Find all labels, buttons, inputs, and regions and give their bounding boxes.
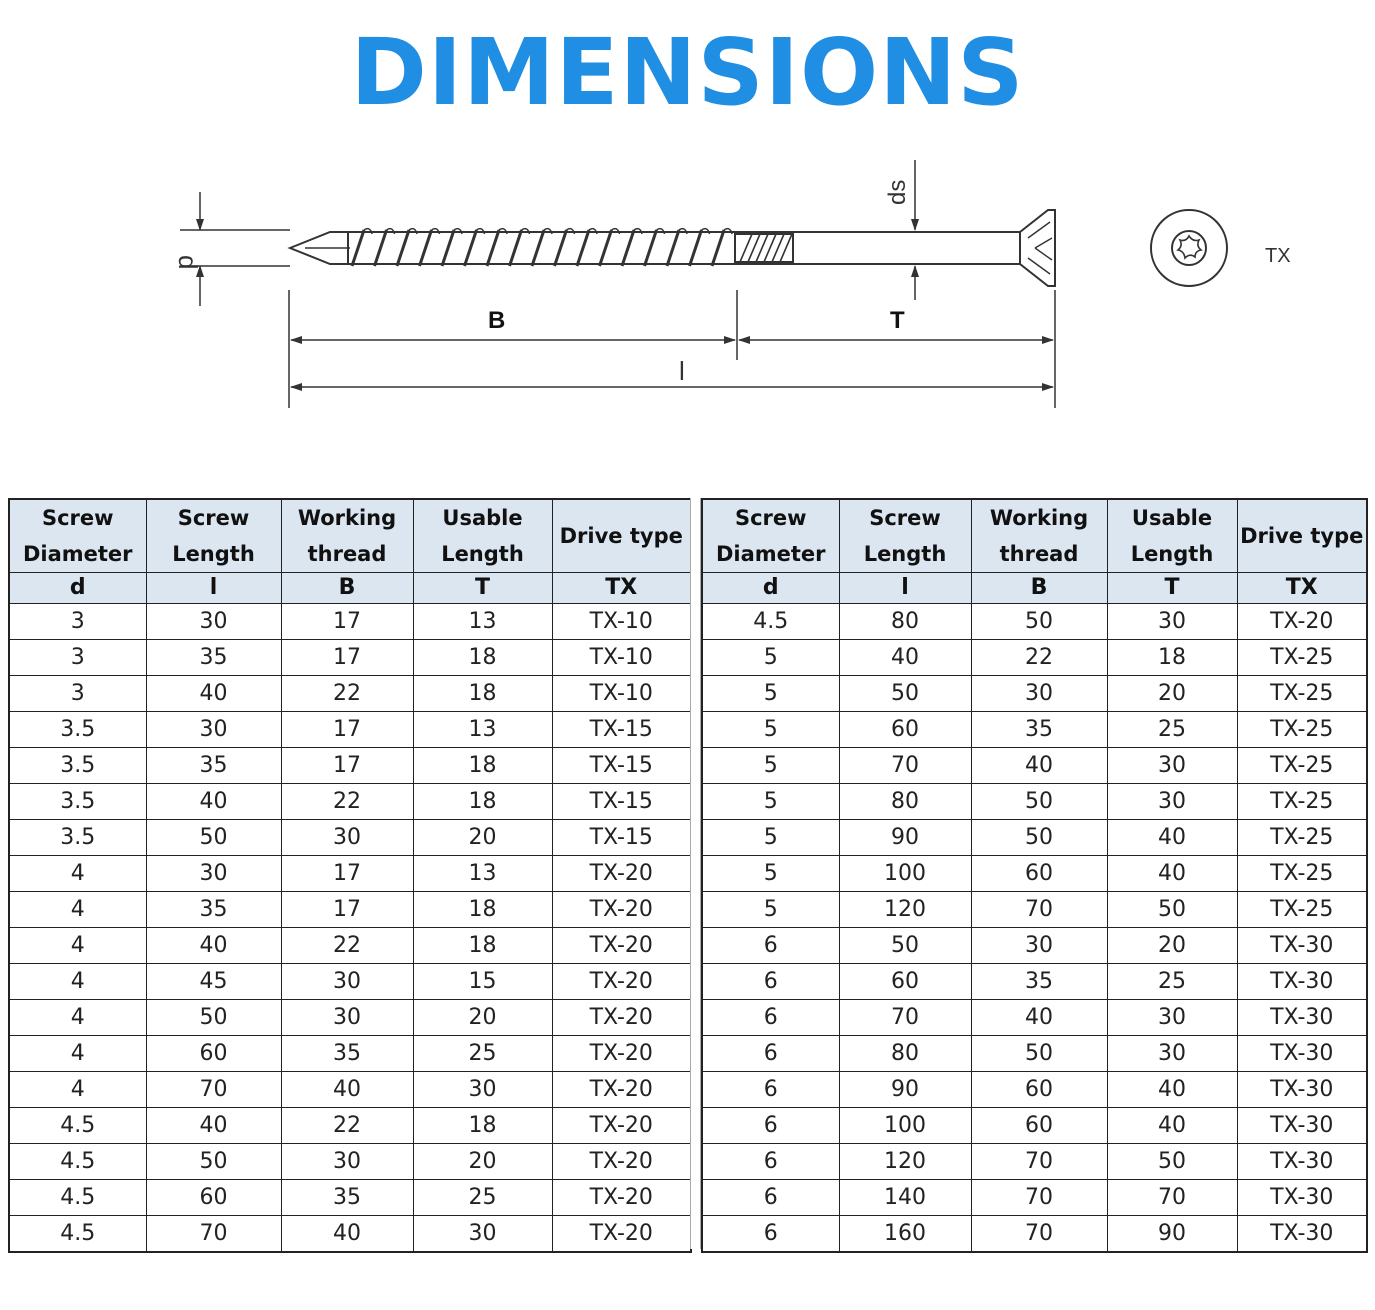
cell-usable-length: 20 <box>1107 928 1237 964</box>
cell-thread: 70 <box>971 1144 1107 1180</box>
cell-usable-length: 18 <box>413 748 552 784</box>
cell-thread: 17 <box>281 640 413 676</box>
cell-thread: 70 <box>971 1216 1107 1253</box>
cell-length: 70 <box>839 748 971 784</box>
cell-diameter: 6 <box>702 1180 839 1216</box>
header-working-thread: Working thread <box>971 499 1107 573</box>
cell-diameter: 3.5 <box>9 820 146 856</box>
cell-thread: 35 <box>971 712 1107 748</box>
cell-length: 50 <box>839 928 971 964</box>
table-row <box>9 1108 691 1144</box>
cell-usable-length: 20 <box>1107 676 1237 712</box>
cell-thread: 22 <box>281 1108 413 1144</box>
screw-dimension-drawing <box>0 150 1375 420</box>
thread-coil <box>397 230 409 266</box>
cell-length: 70 <box>146 1216 281 1253</box>
thread-coil <box>442 230 454 266</box>
cell-diameter: 4 <box>9 856 146 892</box>
cell-thread: 30 <box>971 928 1107 964</box>
cell-usable-length: 15 <box>413 964 552 1000</box>
cell-diameter: 6 <box>702 964 839 1000</box>
cell-thread: 35 <box>971 964 1107 1000</box>
cell-length: 90 <box>839 1072 971 1108</box>
cell-usable-length: 40 <box>1107 856 1237 892</box>
cell-drive: TX-20 <box>552 856 691 892</box>
cell-length: 60 <box>839 964 971 1000</box>
cell-usable-length: 18 <box>1107 640 1237 676</box>
cell-usable-length: 25 <box>1107 712 1237 748</box>
cell-thread: 40 <box>281 1216 413 1253</box>
label-TX: TX <box>1265 245 1291 267</box>
thread-coils <box>352 229 732 266</box>
cell-length: 30 <box>146 604 281 640</box>
cell-drive: TX-30 <box>1237 928 1367 964</box>
screw-outline <box>290 210 1055 286</box>
table-row <box>702 820 1367 856</box>
thread-coil <box>487 230 499 266</box>
thread-coil <box>645 230 657 266</box>
table-row <box>702 892 1367 928</box>
symbol-T: T <box>413 573 552 604</box>
table-row <box>9 784 691 820</box>
cell-usable-length: 25 <box>1107 964 1237 1000</box>
table-row <box>9 892 691 928</box>
header-drive-type: Drive type <box>1237 499 1367 573</box>
table-row <box>702 640 1367 676</box>
cell-diameter: 6 <box>702 1216 839 1253</box>
cell-usable-length: 90 <box>1107 1216 1237 1253</box>
dim-d <box>180 192 290 306</box>
label-B: B <box>488 307 506 334</box>
cell-length: 60 <box>146 1180 281 1216</box>
thread-coil <box>352 230 364 266</box>
cell-drive: TX-15 <box>552 712 691 748</box>
cell-diameter: 4 <box>9 892 146 928</box>
cell-length: 40 <box>146 676 281 712</box>
cell-drive: TX-20 <box>552 1216 691 1253</box>
cell-thread: 17 <box>281 856 413 892</box>
cell-length: 30 <box>146 856 281 892</box>
cell-usable-length: 13 <box>413 604 552 640</box>
header-screw-length: Screw Length <box>146 499 281 573</box>
cell-drive: TX-30 <box>1237 1180 1367 1216</box>
spec-table-left <box>8 498 692 1253</box>
thread-coil <box>600 230 612 266</box>
header-screw-diameter: Screw Diameter <box>702 499 839 573</box>
cell-diameter: 6 <box>702 1144 839 1180</box>
table-row <box>702 712 1367 748</box>
table-row <box>9 1144 691 1180</box>
cell-diameter: 5 <box>702 784 839 820</box>
table-row <box>702 784 1367 820</box>
cell-diameter: 4 <box>9 1036 146 1072</box>
cell-drive: TX-30 <box>1237 1144 1367 1180</box>
cell-length: 40 <box>146 1108 281 1144</box>
cell-usable-length: 50 <box>1107 892 1237 928</box>
thread-coil <box>420 230 432 266</box>
cell-drive: TX-20 <box>552 1180 691 1216</box>
cell-thread: 30 <box>281 1000 413 1036</box>
table-row <box>9 820 691 856</box>
cell-drive: TX-30 <box>1237 1108 1367 1144</box>
cell-usable-length: 20 <box>413 1144 552 1180</box>
label-l: l <box>679 356 685 386</box>
table-row <box>702 604 1367 640</box>
cell-length: 50 <box>839 676 971 712</box>
thread-coil <box>712 230 724 266</box>
cell-thread: 40 <box>281 1072 413 1108</box>
cell-usable-length: 30 <box>1107 748 1237 784</box>
cell-usable-length: 20 <box>413 1000 552 1036</box>
cell-length: 50 <box>146 1144 281 1180</box>
label-T: T <box>890 307 905 334</box>
table-row <box>702 1000 1367 1036</box>
thread-coil <box>622 230 634 266</box>
cell-length: 50 <box>146 1000 281 1036</box>
cell-length: 35 <box>146 748 281 784</box>
cell-length: 35 <box>146 640 281 676</box>
table-row <box>9 640 691 676</box>
cell-usable-length: 18 <box>413 676 552 712</box>
cell-drive: TX-25 <box>1237 748 1367 784</box>
cell-drive: TX-30 <box>1237 1036 1367 1072</box>
cell-thread: 60 <box>971 856 1107 892</box>
cell-length: 60 <box>839 712 971 748</box>
cell-drive: TX-10 <box>552 604 691 640</box>
cell-drive: TX-25 <box>1237 640 1367 676</box>
cell-diameter: 6 <box>702 1036 839 1072</box>
cell-drive: TX-20 <box>552 1144 691 1180</box>
cell-drive: TX-20 <box>552 1108 691 1144</box>
table-row <box>9 1216 691 1253</box>
header-drive-type: Drive type <box>552 499 691 573</box>
cell-thread: 30 <box>281 1144 413 1180</box>
torx-drive-icon <box>1151 210 1227 286</box>
label-ds: ds <box>884 179 911 205</box>
table-row <box>9 604 691 640</box>
table-row <box>702 1036 1367 1072</box>
cell-drive: TX-20 <box>552 1072 691 1108</box>
cell-diameter: 3 <box>9 604 146 640</box>
cell-length: 80 <box>839 1036 971 1072</box>
cell-length: 45 <box>146 964 281 1000</box>
page-title: DIMENSIONS <box>350 19 1025 126</box>
cell-usable-length: 30 <box>1107 604 1237 640</box>
table-row <box>702 1144 1367 1180</box>
cell-diameter: 5 <box>702 820 839 856</box>
header-usable-length: Usable Length <box>413 499 552 573</box>
cell-length: 80 <box>839 784 971 820</box>
cell-usable-length: 18 <box>413 640 552 676</box>
cell-drive: TX-30 <box>1237 964 1367 1000</box>
cell-usable-length: 30 <box>1107 1000 1237 1036</box>
dim-lines <box>289 290 1055 408</box>
cell-length: 35 <box>146 892 281 928</box>
cell-diameter: 5 <box>702 640 839 676</box>
cell-length: 100 <box>839 856 971 892</box>
cell-diameter: 6 <box>702 1108 839 1144</box>
cell-thread: 50 <box>971 784 1107 820</box>
table-row <box>9 1072 691 1108</box>
cell-thread: 30 <box>281 820 413 856</box>
cell-thread: 40 <box>971 1000 1107 1036</box>
cell-thread: 22 <box>281 784 413 820</box>
table-row <box>702 856 1367 892</box>
cell-diameter: 5 <box>702 712 839 748</box>
table-row <box>9 712 691 748</box>
cell-length: 100 <box>839 1108 971 1144</box>
cell-length: 90 <box>839 820 971 856</box>
header-screw-length: Screw Length <box>839 499 971 573</box>
cell-thread: 50 <box>971 604 1107 640</box>
cell-thread: 60 <box>971 1108 1107 1144</box>
cell-diameter: 4 <box>9 928 146 964</box>
cell-usable-length: 18 <box>413 928 552 964</box>
cell-diameter: 6 <box>702 928 839 964</box>
cell-usable-length: 30 <box>1107 1036 1237 1072</box>
cell-diameter: 4 <box>9 1000 146 1036</box>
cell-thread: 17 <box>281 748 413 784</box>
cell-drive: TX-25 <box>1237 676 1367 712</box>
symbol-l: l <box>839 573 971 604</box>
spec-table-right <box>701 498 1368 1253</box>
cell-usable-length: 25 <box>413 1180 552 1216</box>
cell-thread: 17 <box>281 604 413 640</box>
cell-diameter: 3.5 <box>9 712 146 748</box>
cell-usable-length: 40 <box>1107 1072 1237 1108</box>
cell-usable-length: 70 <box>1107 1180 1237 1216</box>
thread-coil <box>667 230 679 266</box>
cell-usable-length: 30 <box>413 1072 552 1108</box>
cell-thread: 50 <box>971 820 1107 856</box>
header-usable-length: Usable Length <box>1107 499 1237 573</box>
cell-drive: TX-20 <box>552 1036 691 1072</box>
cell-diameter: 4.5 <box>9 1180 146 1216</box>
thread-coil <box>555 230 567 266</box>
cell-diameter: 4 <box>9 964 146 1000</box>
symbol-B: B <box>281 573 413 604</box>
cell-thread: 30 <box>281 964 413 1000</box>
cell-usable-length: 25 <box>413 1036 552 1072</box>
thread-coil <box>375 230 387 266</box>
table-row <box>702 1216 1367 1253</box>
cell-diameter: 3 <box>9 640 146 676</box>
table-row <box>702 748 1367 784</box>
table-row <box>9 1036 691 1072</box>
cell-diameter: 4.5 <box>9 1144 146 1180</box>
header-working-thread: Working thread <box>281 499 413 573</box>
symbol-T: T <box>1107 573 1237 604</box>
symbol-TX: TX <box>1237 573 1367 604</box>
cell-drive: TX-25 <box>1237 856 1367 892</box>
symbol-TX: TX <box>552 573 691 604</box>
table-row <box>9 1180 691 1216</box>
cell-drive: TX-20 <box>552 1000 691 1036</box>
thread-coil <box>577 230 589 266</box>
cell-drive: TX-20 <box>552 928 691 964</box>
cell-drive: TX-25 <box>1237 784 1367 820</box>
thread-coil <box>532 230 544 266</box>
cell-length: 120 <box>839 1144 971 1180</box>
cell-usable-length: 40 <box>1107 820 1237 856</box>
cell-thread: 70 <box>971 892 1107 928</box>
cell-thread: 22 <box>281 676 413 712</box>
cell-length: 70 <box>839 1000 971 1036</box>
cell-usable-length: 50 <box>1107 1144 1237 1180</box>
table-row <box>702 1072 1367 1108</box>
cell-usable-length: 13 <box>413 856 552 892</box>
cell-drive: TX-10 <box>552 676 691 712</box>
cell-diameter: 4.5 <box>9 1108 146 1144</box>
cell-thread: 30 <box>971 676 1107 712</box>
table-row <box>702 1180 1367 1216</box>
cell-thread: 60 <box>971 1072 1107 1108</box>
cell-length: 40 <box>146 928 281 964</box>
cell-usable-length: 30 <box>413 1216 552 1253</box>
table-row <box>702 676 1367 712</box>
cell-diameter: 4.5 <box>9 1216 146 1253</box>
cell-usable-length: 18 <box>413 1108 552 1144</box>
table-row <box>702 928 1367 964</box>
cell-thread: 35 <box>281 1180 413 1216</box>
cell-drive: TX-15 <box>552 748 691 784</box>
table-row <box>9 748 691 784</box>
symbol-l: l <box>146 573 281 604</box>
cell-diameter: 3.5 <box>9 784 146 820</box>
cell-thread: 70 <box>971 1180 1107 1216</box>
cell-length: 80 <box>839 604 971 640</box>
symbol-d: d <box>9 573 146 604</box>
cell-diameter: 3 <box>9 676 146 712</box>
symbol-d: d <box>702 573 839 604</box>
thread-coil <box>690 230 702 266</box>
table-row <box>9 856 691 892</box>
cell-thread: 22 <box>281 928 413 964</box>
cell-drive: TX-25 <box>1237 892 1367 928</box>
cell-thread: 17 <box>281 892 413 928</box>
cell-drive: TX-25 <box>1237 712 1367 748</box>
cell-drive: TX-25 <box>1237 820 1367 856</box>
table-divider <box>690 498 701 1249</box>
cell-drive: TX-20 <box>552 964 691 1000</box>
table-row <box>9 1000 691 1036</box>
cell-diameter: 6 <box>702 1000 839 1036</box>
cell-length: 30 <box>146 712 281 748</box>
table-row <box>702 1108 1367 1144</box>
cell-drive: TX-10 <box>552 640 691 676</box>
cell-length: 50 <box>146 820 281 856</box>
cell-diameter: 5 <box>702 676 839 712</box>
cell-thread: 17 <box>281 712 413 748</box>
cell-length: 70 <box>146 1072 281 1108</box>
cell-length: 140 <box>839 1180 971 1216</box>
symbol-B: B <box>971 573 1107 604</box>
cell-usable-length: 13 <box>413 712 552 748</box>
cell-length: 120 <box>839 892 971 928</box>
cell-diameter: 6 <box>702 1072 839 1108</box>
cell-drive: TX-15 <box>552 784 691 820</box>
header-screw-diameter: Screw Diameter <box>9 499 146 573</box>
cell-length: 60 <box>146 1036 281 1072</box>
cell-usable-length: 18 <box>413 784 552 820</box>
cell-drive: TX-15 <box>552 820 691 856</box>
cell-diameter: 5 <box>702 856 839 892</box>
cell-diameter: 4.5 <box>702 604 839 640</box>
label-d: d <box>173 255 203 270</box>
cell-thread: 35 <box>281 1036 413 1072</box>
cell-drive: TX-20 <box>552 892 691 928</box>
thread-coil <box>465 230 477 266</box>
cell-thread: 50 <box>971 1036 1107 1072</box>
cell-drive: TX-30 <box>1237 1000 1367 1036</box>
cell-thread: 22 <box>971 640 1107 676</box>
table-row <box>702 964 1367 1000</box>
table-row <box>9 928 691 964</box>
cell-length: 160 <box>839 1216 971 1253</box>
cell-thread: 40 <box>971 748 1107 784</box>
cell-length: 40 <box>839 640 971 676</box>
cell-length: 40 <box>146 784 281 820</box>
cell-diameter: 3.5 <box>9 748 146 784</box>
cell-drive: TX-30 <box>1237 1072 1367 1108</box>
cell-usable-length: 18 <box>413 892 552 928</box>
cell-drive: TX-30 <box>1237 1216 1367 1253</box>
cell-usable-length: 20 <box>413 820 552 856</box>
cell-usable-length: 30 <box>1107 784 1237 820</box>
cell-diameter: 5 <box>702 892 839 928</box>
table-row <box>9 676 691 712</box>
thread-coil <box>510 230 522 266</box>
table-row <box>9 964 691 1000</box>
cell-diameter: 5 <box>702 748 839 784</box>
cell-usable-length: 40 <box>1107 1108 1237 1144</box>
cell-drive: TX-20 <box>1237 604 1367 640</box>
cell-diameter: 4 <box>9 1072 146 1108</box>
